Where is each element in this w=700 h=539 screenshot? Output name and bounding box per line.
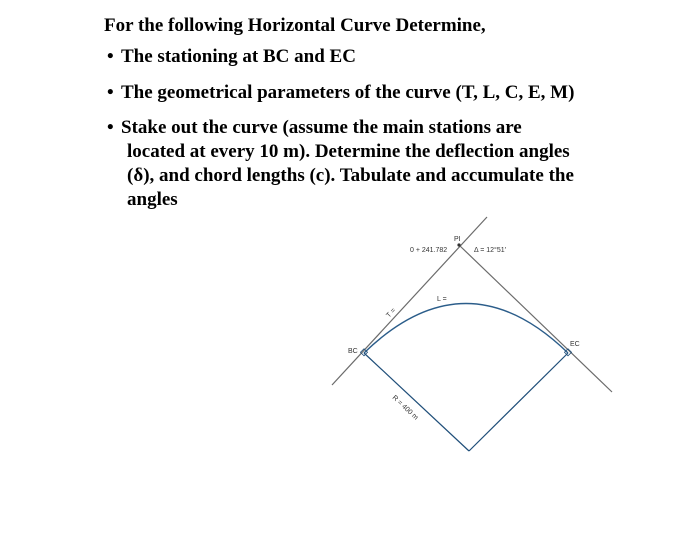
radius-label: R = 400 m	[390, 394, 420, 422]
pi-point	[457, 243, 460, 246]
radius-line-ec	[469, 353, 568, 451]
tangent-length-label: T =	[385, 307, 398, 320]
bullet-marker: •	[107, 117, 114, 138]
question-title: For the following Horizontal Curve Determine,	[104, 15, 486, 36]
radius-line-bc	[364, 353, 469, 451]
pi-label: PI	[454, 236, 461, 243]
curve-length-label: L =	[437, 296, 447, 303]
back-tangent-line	[332, 217, 487, 385]
bullet-marker: •	[107, 46, 114, 67]
bc-label: BC	[348, 348, 358, 355]
forward-tangent-line	[459, 245, 612, 392]
bullet-text: The stationing at BC and EC	[121, 46, 356, 67]
delta-label: Δ = 12°51′	[474, 247, 506, 254]
ec-label: EC	[570, 341, 580, 348]
bullet-text-continued: (δ), and chord lengths (c). Tabulate and accumulate the	[127, 165, 574, 186]
bullet-marker: •	[107, 82, 114, 103]
pi-station-label: 0 + 241.782	[410, 247, 448, 254]
bullet-text-continued: located at every 10 m). Determine the deflection angles	[127, 141, 570, 162]
bullet-text-continued: angles	[127, 189, 178, 210]
bullet-text: The geometrical parameters of the curve (T, L, C, E, M)	[121, 82, 575, 103]
bullet-text: Stake out the curve (assume the main stations are	[121, 117, 522, 138]
